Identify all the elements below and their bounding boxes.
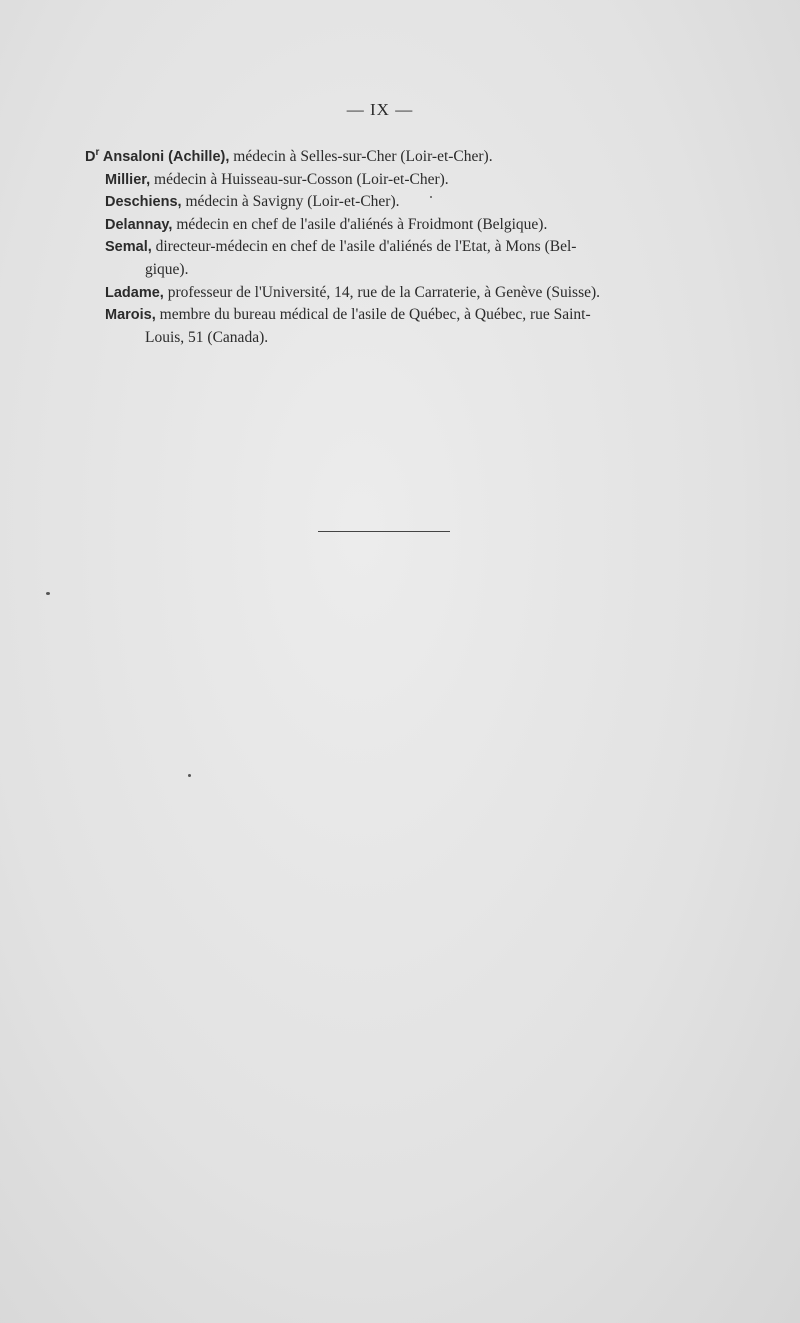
title-prefix-sup: r <box>95 147 100 159</box>
list-item <box>85 214 685 237</box>
member-name: Semal, <box>105 239 152 256</box>
member-detail: médecin en chef de l'asile d'aliénés à Froidmont (Belgique). <box>172 215 548 233</box>
member-name: Ladame, <box>105 284 164 301</box>
member-name: Deschiens, <box>105 194 182 211</box>
member-detail: professeur de l'Université, 14, rue de la Carraterie, à Genève (Suisse). <box>163 283 601 301</box>
member-name: Ansaloni (Achille), <box>102 149 230 165</box>
member-detail-continuation: gique). <box>145 260 189 278</box>
section-divider <box>318 531 450 532</box>
member-detail-continuation: Louis, 51 (Canada). <box>145 328 269 346</box>
paper-speck <box>188 774 191 777</box>
list-item <box>85 304 685 349</box>
list-item <box>85 282 685 305</box>
member-list <box>85 146 685 349</box>
member-detail: médecin à Savigny (Loir-et-Cher). <box>181 193 400 211</box>
list-item <box>85 146 685 169</box>
member-name: Millier, <box>105 171 151 188</box>
paper-speck <box>430 196 432 198</box>
member-detail: médecin à Huisseau-sur-Cosson (Loir-et-Cher). <box>150 170 449 188</box>
title-prefix: D <box>85 149 96 165</box>
member-detail: médecin à Selles-sur-Cher (Loir-et-Cher). <box>229 148 493 165</box>
member-detail: membre du bureau médical de l'asile de Québec, à Québec, rue Saint- <box>155 306 591 324</box>
page-number: — IX — <box>346 100 414 119</box>
list-item <box>85 236 685 281</box>
list-item <box>85 169 685 192</box>
list-item <box>85 191 685 214</box>
member-name: Delannay, <box>105 216 173 233</box>
member-detail: directeur-médecin en chef de l'asile d'aliénés de l'Etat, à Mons (Bel- <box>151 238 577 256</box>
member-name: Marois, <box>105 307 156 324</box>
paper-speck <box>46 592 50 595</box>
